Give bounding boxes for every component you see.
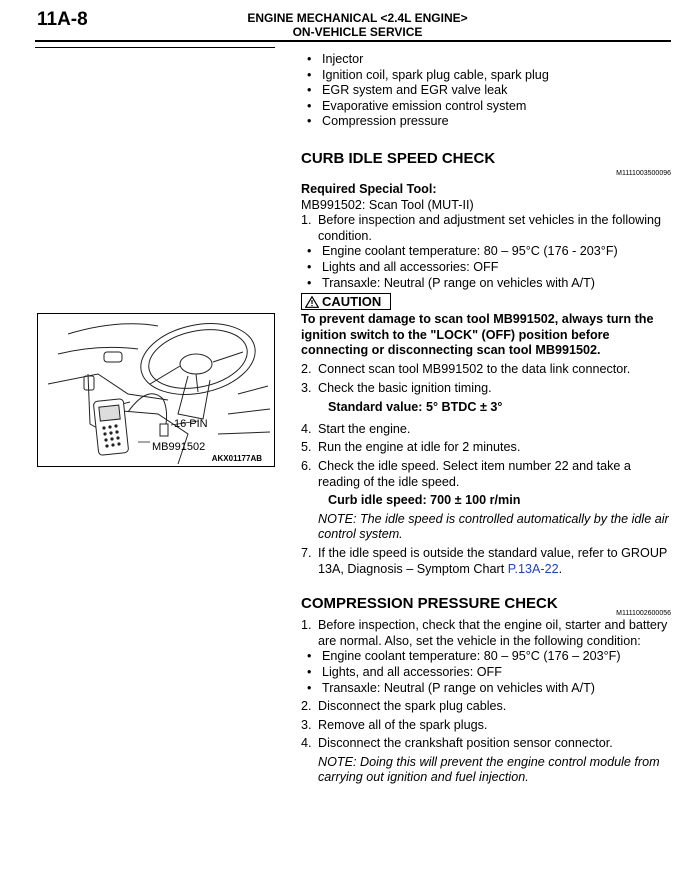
main-column	[301, 52, 671, 786]
page-number: 11A-8	[37, 9, 88, 30]
step-item: 7. If the idle speed is outside the standard value, refer to GROUP 13A, Diagnosis – Symptom Chart P.13A-22.	[301, 545, 668, 576]
note-text: NOTE: The idle speed is controlled automatically by the idle air control system.	[318, 511, 669, 542]
caution-label: CAUTION	[322, 294, 382, 310]
figure-label-16-pin: 16 PIN	[174, 418, 208, 430]
step-item: 2. Disconnect the spark plug cables.	[301, 699, 507, 714]
list-item: • Transaxle: Neutral (P range on vehicles with A/T)	[307, 680, 595, 695]
step-item: 3. Remove all of the spark plugs.	[301, 717, 488, 732]
curb-idle-speed-value: Curb idle speed: 700 ± 100 r/min	[328, 493, 521, 508]
step-item: 6. Check the idle speed. Select item number 22 and take a reading of the idle speed.	[301, 458, 631, 489]
header-rule	[35, 40, 671, 42]
step-item: 3. Check the basic ignition timing.	[301, 380, 492, 395]
intro-bullet-list	[301, 52, 671, 130]
step-item: 2. Connect scan tool MB991502 to the data link connector.	[301, 362, 631, 376]
list-item: • EGR system and EGR valve leak	[307, 83, 508, 98]
section-title-compression: COMPRESSION PRESSURE CHECK	[301, 595, 558, 613]
step-item: 5. Run the engine at idle for 2 minutes.	[301, 440, 521, 455]
figure-label-tool: MB991502	[152, 441, 206, 453]
caution-text: To prevent damage to scan tool MB991502, always turn the ignition switch to the "LOCK" (OFF) position before connecting or disconnecting scan tool MB991502.	[301, 312, 654, 358]
step-item: 1. Before inspection and adjustment set vehicles in the following condition.	[301, 213, 662, 243]
step-item: 4. Start the engine.	[301, 421, 411, 436]
header-title: ENGINE MECHANICAL <2.4L ENGINE>	[247, 11, 468, 25]
list-item: • Injector	[307, 52, 364, 66]
tool-text: MB991502: Scan Tool (MUT-II)	[301, 197, 474, 212]
warning-icon	[305, 296, 319, 308]
column-rule	[35, 47, 275, 48]
list-item: • Lights and all accessories: OFF	[307, 259, 499, 274]
symptom-chart-link[interactable]: P.13A-22	[507, 561, 559, 576]
step-item: 1. Before inspection, check that the engine oil, starter and battery are normal. Also, set the vehicle in the following condition:	[301, 618, 668, 648]
scan-tool-illustration	[37, 313, 275, 467]
section-code: M1111003500096	[616, 169, 671, 177]
section-code: M1111002600056	[616, 610, 671, 618]
step-item: 4. Disconnect the crankshaft position sensor connector.	[301, 736, 613, 751]
tool-heading: Required Special Tool:	[301, 181, 437, 196]
list-item: • Engine coolant temperature: 80 – 95°C (176 – 203°F)	[307, 649, 621, 664]
standard-value: Standard value: 5° BTDC ± 3°	[328, 400, 503, 415]
section-title-curb-idle: CURB IDLE SPEED CHECK	[301, 149, 496, 167]
list-item: • Ignition coil, spark plug cable, spark plug	[307, 67, 549, 82]
note-text: NOTE: Doing this will prevent the engine control module from carrying out ignition and fuel injection.	[318, 754, 660, 785]
list-item: • Evaporative emission control system	[307, 98, 527, 113]
list-item: • Compression pressure	[307, 114, 449, 129]
list-item: • Lights, and all accessories: OFF	[307, 664, 502, 679]
figure-code: AKX01177AB	[211, 454, 262, 463]
list-item: • Transaxle: Neutral (P range on vehicles with A/T)	[307, 275, 595, 290]
list-item: • Engine coolant temperature: 80 – 95°C (176 - 203°F)	[307, 244, 618, 259]
caution-box	[301, 293, 391, 310]
header-subtitle: ON-VEHICLE SERVICE	[292, 25, 423, 39]
